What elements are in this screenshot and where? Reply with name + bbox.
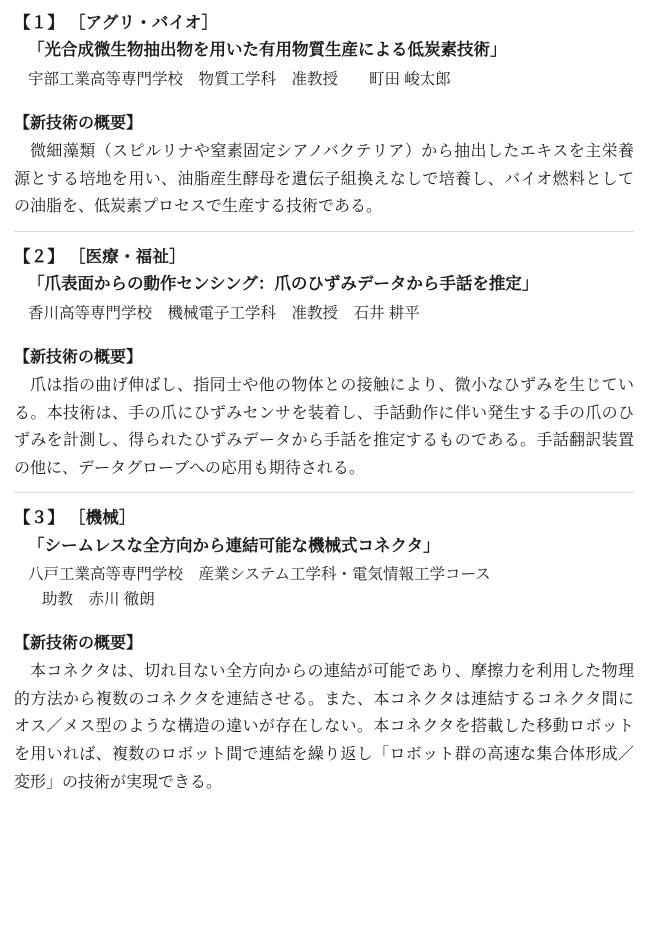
entry-affiliation: 八戸工業高等専門学校 産業システム工学科・電気情報工学コース [28, 566, 491, 584]
summary-text: 本コネクタは、切れ目ない全方向からの連結が可能であり、摩擦力を利用した物理的方法から複数のコネクタを連結させる。また、本コネクタは連結するコネクタ間にオス／メス型のような構造の違いが存在しない。本コネクタを搭載した移動ロボットを用いれば、複数のロボット間で連結を繰り返し「ロボット群の高速な集合体形成／変形」の技術が実現できる。 [14, 663, 634, 791]
summary-text: 爪は指の曲げ伸ばし、指同士や他の物体との接触により、微小なひずみを生じている。本技術は、手の爪にひずみセンサを装着し、手話動作に伴い発生する手の爪のひずみを計測し、得られたひずみデータから手話を推定するものである。手話翻訳装置の他に、データグローブへの応用も期待される。 [14, 377, 634, 477]
entry-title: 「シームレスな全方向から連結可能な機械式コネクタ」 [28, 536, 440, 555]
entry-affiliation-continued: 助教 赤川 徹朗 [42, 591, 155, 609]
summary-heading: 【新技術の概要】 [14, 348, 143, 366]
entry-affiliation: 香川高等専門学校 機械電子工学科 准教授 石井 耕平 [28, 304, 420, 322]
entry-category-line: 【３】 ［機械］ [14, 509, 136, 528]
entry-affiliation: 宇部工業高等専門学校 物質工学科 准教授 町田 峻太郎 [28, 70, 451, 88]
entry-3 [14, 492, 634, 806]
entry-1 [14, 10, 634, 231]
summary-text: 微細藻類（スピルリナや窒素固定シアノバクテリア）から抽出したエキスを主栄養源とする培地を用い、油脂産生酵母を遺伝子組換えなしで培養し、バイオ燃料としての油脂を、低炭素プロセスで生産する技術である。 [14, 143, 634, 216]
entry-category-line: 【１】 ［アグリ・バイオ］ [14, 14, 219, 32]
entry-title: 「爪表面からの動作センシング：爪のひずみデータから手話を推定」 [28, 275, 539, 294]
entry-2 [14, 231, 634, 492]
summary-heading: 【新技術の概要】 [14, 114, 143, 132]
summary-heading: 【新技術の概要】 [14, 634, 143, 652]
entry-title: 「光合成微生物抽出物を用いた有用物質生産による低炭素技術」 [28, 41, 507, 60]
entry-category-line: 【２】 ［医療・福祉］ [14, 247, 186, 266]
